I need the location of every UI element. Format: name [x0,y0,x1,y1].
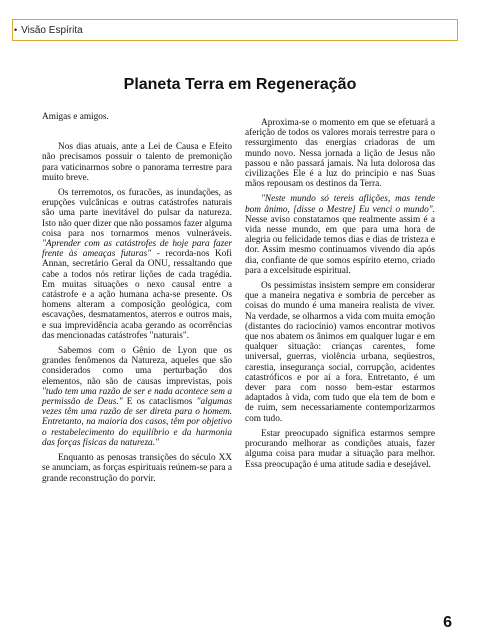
bullet-icon: • [14,24,18,35]
paragraph-text: Sabemos com o Gênio de Lyon que os grandes fenômenos da Natureza, aqueles que são considerados como uma perturbação dos elementos, não são de causas imprevistas, pois [42,346,232,387]
paragraph-text: - recorda-nos Kofi Annan, secretário Geral da ONU, ressaltando que cabe a todos nós retirar lições de cada tragédia. Em muitas situações o nexo causal entre a catástrofe e a ação humana acha-se presente. Os homens alteram a composição geológica, com escavações, desmatamentos, aterros e outros mais, e sua imprevidência acaba gerando as ocorrências das mencionadas catástrofes "naturais". [42,249,232,341]
paragraph: Aproxima-se o momento em que se efetuará a aferição de todos os valores morais terrestre para o ressurgimento das energias criadoras de um mundo novo. Nessa jornada a lição de Jesus não passou e não passará jamais. Na luta dolorosa das civilizações Ele é a luz do princípio e nas Suas mãos repousam os destinos da Terra. [245,118,435,190]
quote-text: "Aprender com as catástrofes de hoje para fazer frente às ameaças futuras" [42,239,232,260]
right-column [245,118,435,475]
quote-text: "Neste mundo só tereis aflições, mas tende bom ânimo, [disse o Mestre] Eu venci o mundo". [245,194,435,215]
article-title: Planeta Terra em Regeneração [123,76,357,93]
paragraph: Enquanto as penosas transições do século XX se anunciam, as forças espirituais reúnem-se para a grande reconstrução do porvir. [42,453,232,484]
paragraph: Amigas e amigos. [42,112,109,122]
paragraph [42,346,232,448]
paragraph [42,188,232,341]
paragraph: Os pessimistas insistem sempre em considerar que a maneira negativa e sombria de perceber as coisas do mundo é uma maneira realista de viver. Na verdade, se olharmos a vida com muita emoção (distantes do raciocínio) vamos encontrar motivos que nos abatem os ânimos em qualquer lugar e em qualquer situação: crianças carentes, fome universal, guerras, violência urbana, seqüestros, carestia, insegurança social, corrupção, acidentes catastróficos e por aí a fora. Entretanto, é um dever para com nosso bem-estar estarmos adaptados à vida, com tudo que ela tem de bom e de ruim, sem necessariamente contemporizarmos com tudo. [245,281,435,424]
paragraph: Estar preocupado significa estarmos sempre procurando melhorar as condições atuais, fazer alguma coisa para mudar a situação para melhor. Essa preocupação é uma atitude sadia e desejável. [245,428,435,470]
quote-text: "algumas vezes têm uma razão de ser direta para o homem. Entretanto, na maioria dos casos, têm por objetivo o restabelecimento do equilíbrio e da harmonia das forças físicas da natureza." [42,397,232,448]
quote-text: "tudo tem uma razão de ser e nada acontece sem a permissão de Deus." [42,386,232,408]
paragraph-text: Os terremotos, os furacões, as inundações, as erupções vulcânicas e outras catástrofes naturais são uma parte inevitável do pulsar da natureza. Isto não quer dizer que não possamos fazer alguma coisa para nos tornarmos menos vulneráveis. [42,188,233,239]
paragraph [245,194,435,276]
paragraph: Nos dias atuais, ante a Lei de Causa e Efeito não precisamos possuir o talento de premonição para vaticinarmos sobre o panorama terrestre para muito breve. [42,142,232,183]
section-header [14,21,84,39]
page-number: 6 [443,614,452,631]
paragraph-text: E os cataclismos [122,397,193,408]
paragraph-text: Nesse aviso constatamos que realmente assim é a vida nesse mundo, em que para uma hora de alegria ou felicidade temos dias e dias de tristeza e dor. Assim mesmo continuamos vivendo dia após dia, confiante de que somos espírito eterno, criado para a excelsitude espiritual. [245,214,435,276]
section-label: Visão Espírita [21,24,83,36]
left-column [42,112,232,489]
